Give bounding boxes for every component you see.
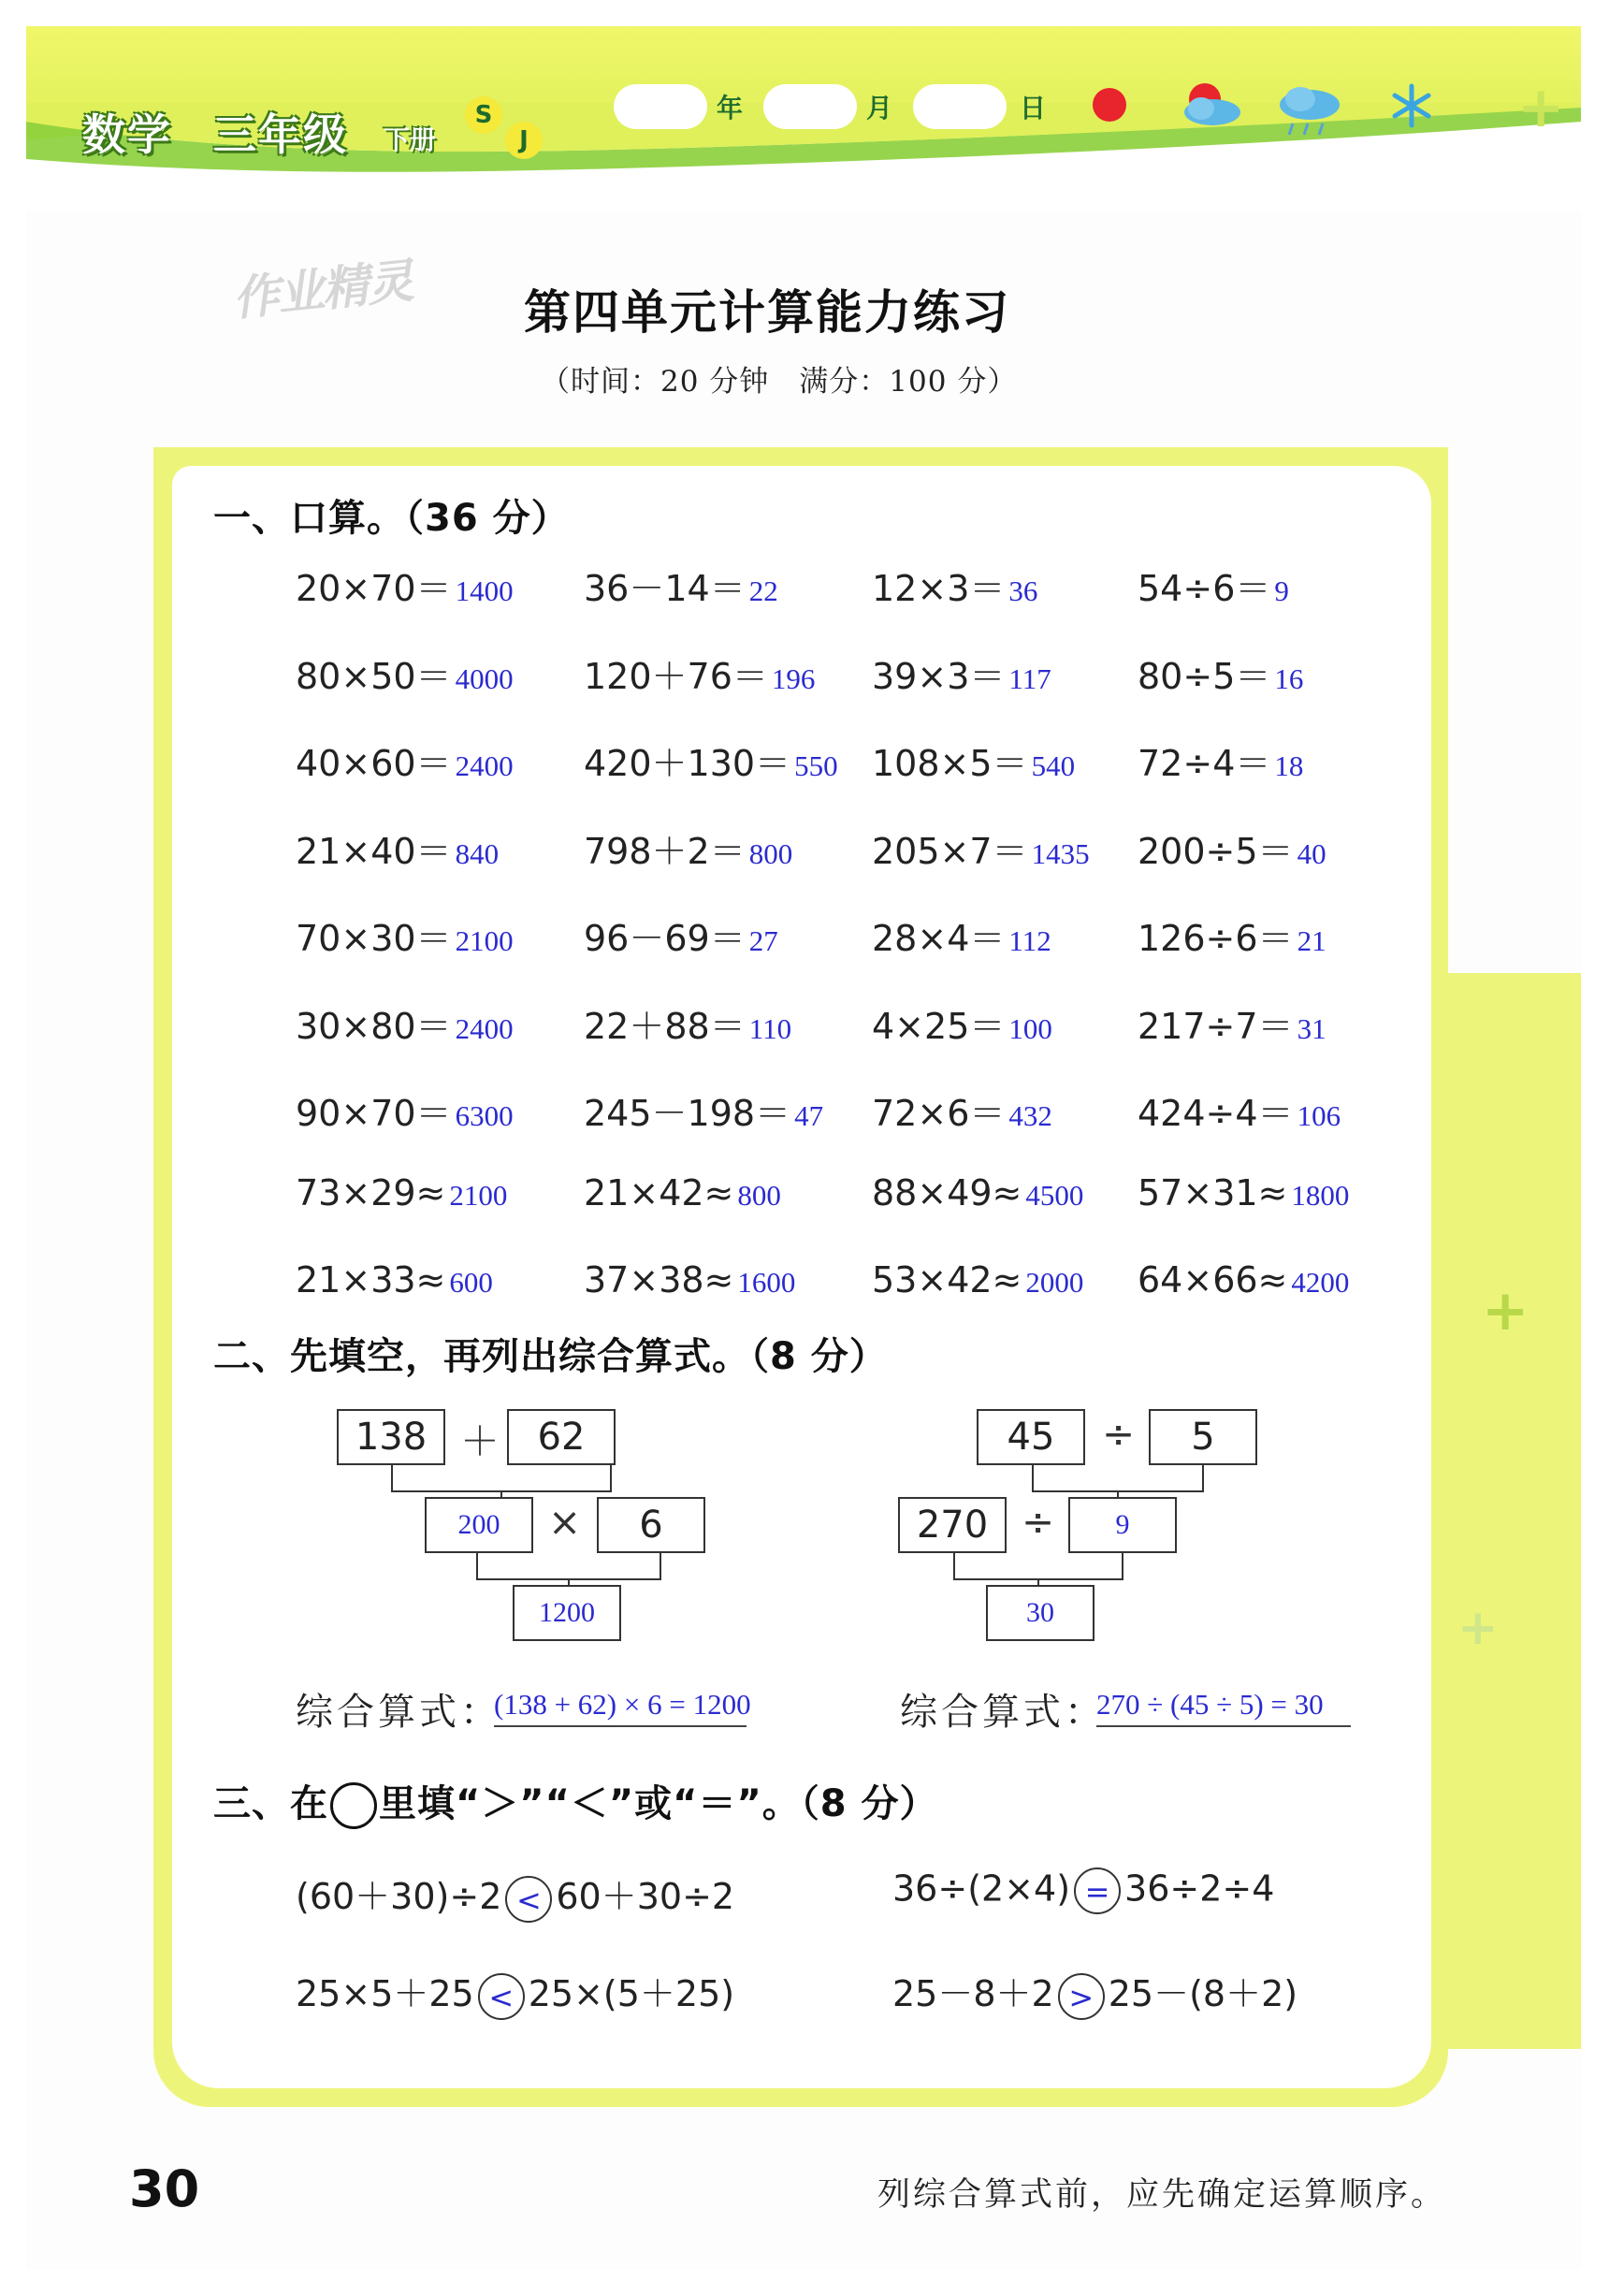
oral-calc-question: 12×3＝: [872, 568, 1006, 609]
compare-left-expr: 36÷(2×4): [892, 1867, 1071, 1910]
page-title: 第四单元计算能力练习: [524, 285, 1010, 340]
plus-decoration: +: [1457, 1600, 1499, 1656]
oral-calc-answer[interactable]: 47: [794, 1099, 824, 1132]
oral-calc-question: 57×31≈: [1138, 1171, 1288, 1213]
oral-calc-question: 21×42≈: [584, 1171, 734, 1213]
right-mid-b-box[interactable]: 9: [1068, 1497, 1177, 1553]
oral-calc-answer[interactable]: 840: [455, 836, 500, 870]
oral-calc-answer[interactable]: 2400: [455, 749, 514, 782]
oral-calc-question: 70×30＝: [296, 918, 452, 959]
oral-calc-question: 36－14＝: [584, 568, 746, 609]
oral-calc-answer[interactable]: 112: [1008, 924, 1051, 957]
right-top-b-box: 5: [1149, 1409, 1257, 1465]
oral-calc-question: 40×60＝: [296, 743, 452, 784]
watermark: 作业精灵: [229, 254, 414, 327]
compare-right-expr: 36÷2÷4: [1124, 1867, 1275, 1910]
right-mid-a-box: 270: [898, 1497, 1007, 1553]
oral-calc-answer[interactable]: 800: [737, 1178, 781, 1212]
edition-s-badge: S: [465, 96, 502, 134]
oral-calc-question: 80×50＝: [296, 655, 452, 697]
oral-calc-question: 420＋130＝: [584, 743, 791, 784]
left-mid-b-box: 6: [597, 1497, 705, 1553]
year-unit: 年: [717, 93, 744, 124]
oral-calc-question: 798＋2＝: [584, 830, 746, 872]
oral-calc-question: 200÷5＝: [1138, 830, 1294, 872]
compare-left-expr: 25－8＋2: [892, 1973, 1054, 2014]
compare-left-expr: (60＋30)÷2: [296, 1876, 502, 1917]
subject-label: 数学: [82, 109, 172, 160]
oral-calc-answer[interactable]: 800: [748, 836, 793, 870]
oral-calc-question: 30×80＝: [296, 1005, 452, 1047]
oral-calc-answer[interactable]: 4500: [1025, 1178, 1084, 1212]
oral-calc-question: 90×70＝: [296, 1093, 452, 1134]
plus-decoration: +: [1482, 1278, 1529, 1344]
oral-calc-answer[interactable]: 6300: [455, 1099, 514, 1132]
compare-sign-circle[interactable]: <: [505, 1876, 552, 1923]
oral-calc-answer[interactable]: 4200: [1291, 1266, 1350, 1299]
compare-sign-circle[interactable]: >: [1058, 1973, 1105, 2020]
oral-calc-answer[interactable]: 550: [794, 749, 838, 782]
oral-calc-answer[interactable]: 21: [1297, 924, 1326, 957]
oral-calc-answer[interactable]: 2000: [1025, 1266, 1084, 1299]
oral-calc-answer[interactable]: 432: [1008, 1099, 1052, 1132]
oral-calc-question: 245－198＝: [584, 1093, 791, 1134]
page-subtitle: （时间：20 分钟 满分：100 分）: [541, 365, 1018, 399]
compare-sign-circle[interactable]: <: [478, 1973, 525, 2020]
oral-calc-answer[interactable]: 9: [1274, 574, 1289, 607]
oral-calc-question: 54÷6＝: [1138, 568, 1271, 609]
plus-decoration: +: [1517, 75, 1565, 140]
month-unit: 月: [866, 93, 893, 124]
oral-calc-answer[interactable]: 100: [1008, 1011, 1052, 1045]
right-top-a-box: 45: [977, 1409, 1085, 1465]
left-op2: ×: [548, 1499, 582, 1545]
compare-item: [296, 1965, 734, 2020]
oral-calc-question: 39×3＝: [872, 655, 1006, 697]
day-unit: 日: [1020, 93, 1047, 124]
right-op2: ÷: [1022, 1499, 1055, 1545]
oral-calc-question: 72÷4＝: [1138, 743, 1271, 784]
section3-heading-post: 里填“＞”“＜”或“＝”。（8 分）: [379, 1782, 938, 1825]
left-result-box[interactable]: 1200: [513, 1585, 621, 1641]
compare-item: [892, 1965, 1297, 2020]
oral-calc-question: 424÷4＝: [1138, 1093, 1294, 1134]
right-result-box[interactable]: 30: [986, 1585, 1094, 1641]
oral-calc-question: 126÷6＝: [1138, 918, 1294, 959]
oral-calc-answer[interactable]: 40: [1297, 836, 1326, 870]
oral-calc-answer[interactable]: 2400: [455, 1011, 514, 1045]
oral-calc-question: 22＋88＝: [584, 1005, 746, 1047]
oral-calc-answer[interactable]: 36: [1008, 574, 1038, 607]
oral-calc-answer[interactable]: 1400: [455, 574, 514, 607]
left-top-b-box: 62: [507, 1409, 616, 1465]
oral-calc-question: 88×49≈: [872, 1171, 1022, 1213]
oral-calc-answer[interactable]: 27: [748, 924, 778, 957]
oral-calc-question: 21×33≈: [296, 1259, 446, 1301]
oral-calc-answer[interactable]: 16: [1274, 661, 1304, 695]
left-mid-a-box[interactable]: 200: [425, 1497, 533, 1553]
section2-heading: 二、先填空，再列出综合算式。（8 分）: [213, 1335, 888, 1378]
right-op1: ÷: [1102, 1411, 1136, 1457]
left-formula-label: 综合算式：: [296, 1691, 501, 1734]
oral-calc-answer[interactable]: 1600: [737, 1266, 796, 1299]
oral-calc-question: 72×6＝: [872, 1093, 1006, 1134]
oral-calc-answer[interactable]: 18: [1274, 749, 1304, 782]
volume-label: 下册: [384, 124, 437, 155]
oral-calc-question: 80÷5＝: [1138, 655, 1271, 697]
oral-calc-question: 4×25＝: [872, 1005, 1006, 1047]
left-op1: ＋: [460, 1418, 500, 1464]
oral-calc-answer[interactable]: 110: [748, 1011, 792, 1045]
oral-calc-question: 108×5＝: [872, 743, 1028, 784]
oral-calc-answer[interactable]: 196: [771, 661, 816, 695]
oral-calc-answer[interactable]: 2100: [449, 1178, 508, 1212]
compare-right-expr: 25－(8＋2): [1108, 1973, 1298, 2014]
oral-calc-answer[interactable]: 1435: [1031, 836, 1090, 870]
oral-calc-question: 120＋76＝: [584, 655, 768, 697]
footer-tip: 列综合算式前，应先确定运算顺序。: [877, 2176, 1447, 2214]
compare-right-expr: 25×(5＋25): [528, 1973, 735, 2014]
section3-heading-pre: 三、在: [213, 1782, 328, 1825]
section3-heading: [213, 1774, 938, 1829]
left-top-a-box: 138: [337, 1409, 445, 1465]
oral-calc-answer[interactable]: 31: [1297, 1011, 1326, 1045]
oral-calc-question: 64×66≈: [1138, 1259, 1288, 1301]
oral-calc-question: 217÷7＝: [1138, 1005, 1294, 1047]
oral-calc-answer[interactable]: 22: [748, 574, 778, 607]
edition-j-badge: J: [505, 122, 543, 159]
oral-calc-question: 205×7＝: [872, 830, 1028, 872]
oral-calc-answer[interactable]: 2100: [455, 924, 514, 957]
section1-heading: 一、口算。（36 分）: [213, 497, 570, 540]
oral-calc-answer[interactable]: 4000: [455, 661, 514, 695]
right-formula-answer[interactable]: 270 ÷ (45 ÷ 5) = 30: [1096, 1688, 1351, 1727]
oral-calc-question: 73×29≈: [296, 1171, 446, 1213]
compare-left-expr: 25×5＋25: [296, 1973, 474, 2014]
oral-calc-answer[interactable]: 600: [449, 1266, 493, 1299]
compare-sign-circle[interactable]: =: [1074, 1867, 1121, 1914]
oral-calc-question: 20×70＝: [296, 568, 452, 609]
oral-calc-question: 96－69＝: [584, 918, 746, 959]
oral-calc-answer[interactable]: 106: [1297, 1099, 1341, 1132]
compare-item: [296, 1867, 734, 1923]
oral-calc-question: 28×4＝: [872, 918, 1006, 959]
right-formula-label: 综合算式：: [900, 1691, 1106, 1734]
circle-icon: [330, 1782, 377, 1829]
oral-calc-answer[interactable]: 1800: [1291, 1178, 1350, 1212]
oral-calc-answer[interactable]: 117: [1008, 661, 1051, 695]
compare-item: [892, 1867, 1274, 1914]
oral-calc-question: 53×42≈: [872, 1259, 1022, 1301]
oral-calc-answer[interactable]: 540: [1031, 749, 1076, 782]
grade-label: 三年级: [213, 109, 348, 160]
compare-right-expr: 60＋30÷2: [556, 1876, 735, 1917]
oral-calc-question: 37×38≈: [584, 1259, 734, 1301]
left-formula-answer[interactable]: (138 + 62) × 6 = 1200: [494, 1688, 747, 1727]
oral-calc-question: 21×40＝: [296, 830, 452, 872]
page-number: 30: [129, 2159, 200, 2218]
